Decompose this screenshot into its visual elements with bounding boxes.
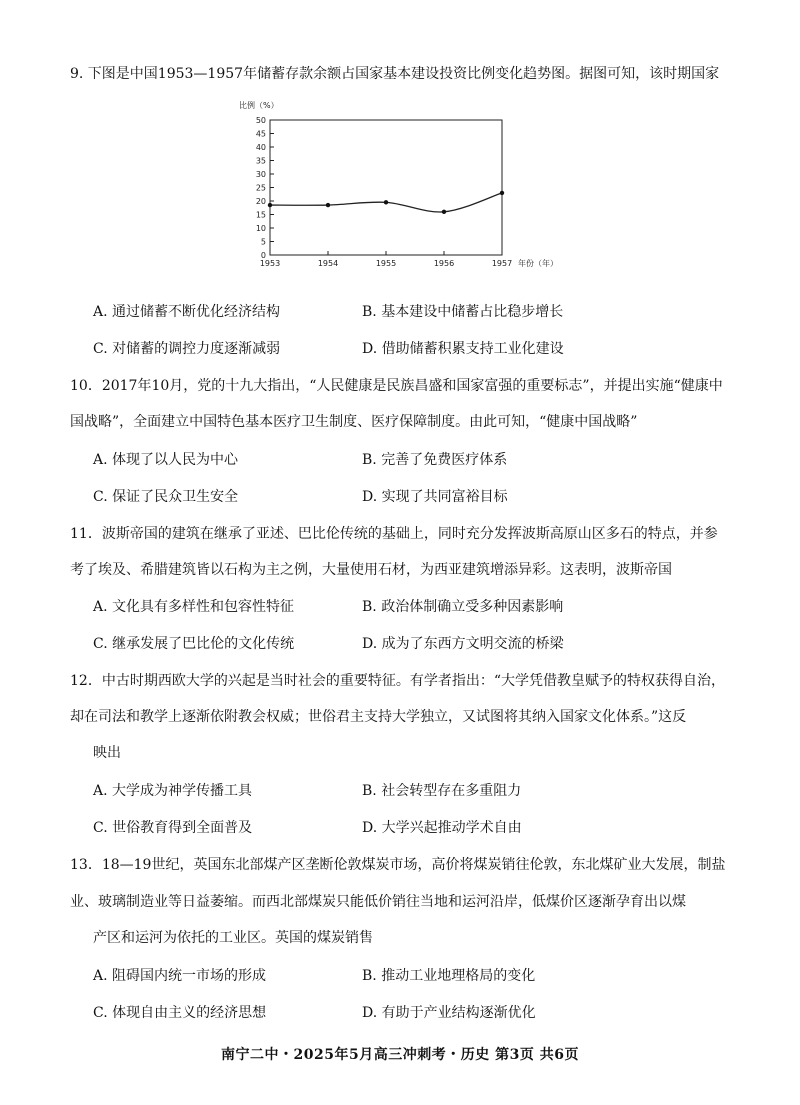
q12-option-c[interactable]: C. 世俗教育得到全面普及 xyxy=(93,820,253,836)
q13-option-d[interactable]: D. 有助于产业结构逐渐优化 xyxy=(362,1005,536,1021)
q9-option-c[interactable]: C. 对储蓄的调控力度逐渐减弱 xyxy=(93,341,281,357)
q11-option-c[interactable]: C. 继承发展了巴比伦的文化传统 xyxy=(93,636,295,652)
y-tick-label: 30 xyxy=(255,170,266,179)
data-point xyxy=(268,203,272,207)
q12-option-a[interactable]: A. 大学成为神学传播工具 xyxy=(93,783,253,799)
q9-stem: 9. 下图是中国1953—1957年储蓄存款余额占国家基本建设投资比例变化趋势图。据图可知，该时期国家 xyxy=(70,66,720,82)
q10-stem-line-1: 10．2017年10月，党的十九大指出，“人民健康是民族昌盛和国家富强的重要标志”，并提出实施“健康中 xyxy=(70,378,723,394)
q9-option-a[interactable]: A. 通过储蓄不断优化经济结构 xyxy=(93,304,281,320)
page-footer: 南宁二中・2025年5月高三冲刺考・历史 第3页 共6页 xyxy=(221,1047,579,1063)
q11-option-b[interactable]: B. 政治体制确立受多种因素影响 xyxy=(362,599,564,615)
q13-stem-line-2: 业、玻璃制造业等日益萎缩。而西北部煤炭只能低价销往当地和运河沿岸，低煤价区逐渐孕育出以煤 xyxy=(70,894,686,910)
q12-option-d[interactable]: D. 大学兴起推动学术自由 xyxy=(362,820,522,836)
data-point xyxy=(500,191,504,195)
q9-option-b[interactable]: B. 基本建设中储蓄占比稳步增长 xyxy=(362,304,564,320)
x-tick-label: 1955 xyxy=(375,259,397,268)
q13-stem-line-3: 产区和运河为依托的工业区。英国的煤炭销售 xyxy=(93,930,373,946)
q11-option-d[interactable]: D. 成为了东西方文明交流的桥梁 xyxy=(362,636,564,652)
x-tick-label: 1954 xyxy=(317,259,339,268)
chart-xlabel: 年份（年） xyxy=(518,259,558,268)
q10-option-a[interactable]: A. 体现了以人民为中心 xyxy=(93,452,239,468)
y-tick-label: 20 xyxy=(255,197,266,206)
q12-stem-line-3: 映出 xyxy=(93,745,121,761)
q11-stem-line-1: 11．波斯帝国的建筑在继承了亚述、巴比伦传统的基础上，同时充分发挥波斯高原山区多石的特点，并参 xyxy=(70,526,718,542)
x-tick-label: 1956 xyxy=(433,259,455,268)
q13-option-a[interactable]: A. 阻碍国内统一市场的形成 xyxy=(93,968,267,984)
y-tick-label: 5 xyxy=(260,237,266,247)
q13-option-b[interactable]: B. 推动工业地理格局的变化 xyxy=(362,968,536,984)
x-tick-label: 1957 xyxy=(491,259,513,268)
data-point xyxy=(384,200,388,204)
chart-ylabel: 比例（%） xyxy=(239,101,279,110)
q9-option-d[interactable]: D. 借助储蓄积累支持工业化建设 xyxy=(362,341,564,357)
data-point xyxy=(326,203,330,207)
q12-stem-line-2: 却在司法和教学上逐渐依附教会权威；世俗君主支持大学独立，又试图将其纳入国家文化体系。”这反 xyxy=(70,709,687,725)
y-tick-label: 40 xyxy=(255,143,266,152)
x-tick-label: 1953 xyxy=(259,259,281,268)
y-tick-label: 35 xyxy=(255,156,266,166)
y-tick-label: 50 xyxy=(255,116,266,125)
y-tick-label: 10 xyxy=(255,224,266,233)
y-tick-label: 0 xyxy=(260,251,266,260)
y-tick-label: 45 xyxy=(255,129,266,139)
q12-stem-line-1: 12．中古时期西欧大学的兴起是当时社会的重要特征。有学者指出：“大学凭借教皇赋予的特权获得自治， xyxy=(70,673,725,689)
y-tick-label: 25 xyxy=(255,183,266,193)
q13-stem-line-1: 13．18—19世纪，英国东北部煤产区垄断伦敦煤炭市场，高价将煤炭销往伦敦，东北煤矿业大发展，制盐 xyxy=(70,857,726,873)
q10-option-d[interactable]: D. 实现了共同富裕目标 xyxy=(362,489,508,505)
data-point xyxy=(442,210,446,214)
y-tick-label: 15 xyxy=(255,210,266,220)
q10-stem-line-2: 国战略”，全面建立中国特色基本医疗卫生制度、医疗保障制度。由此可知，“健康中国战略” xyxy=(70,414,638,430)
q10-option-c[interactable]: C. 保证了民众卫生安全 xyxy=(93,489,239,505)
plot-frame xyxy=(270,120,502,255)
q13-option-c[interactable]: C. 体现自由主义的经济思想 xyxy=(93,1005,267,1021)
q10-option-b[interactable]: B. 完善了免费医疗体系 xyxy=(362,452,508,468)
savings-ratio-chart xyxy=(225,98,565,276)
q11-stem-line-2: 考了埃及、希腊建筑皆以石构为主之例，大量使用石材，为西亚建筑增添异彩。这表明，波斯帝国 xyxy=(70,562,672,578)
q11-option-a[interactable]: A. 文化具有多样性和包容性特征 xyxy=(93,599,295,615)
q12-option-b[interactable]: B. 社会转型存在多重阻力 xyxy=(362,783,522,799)
